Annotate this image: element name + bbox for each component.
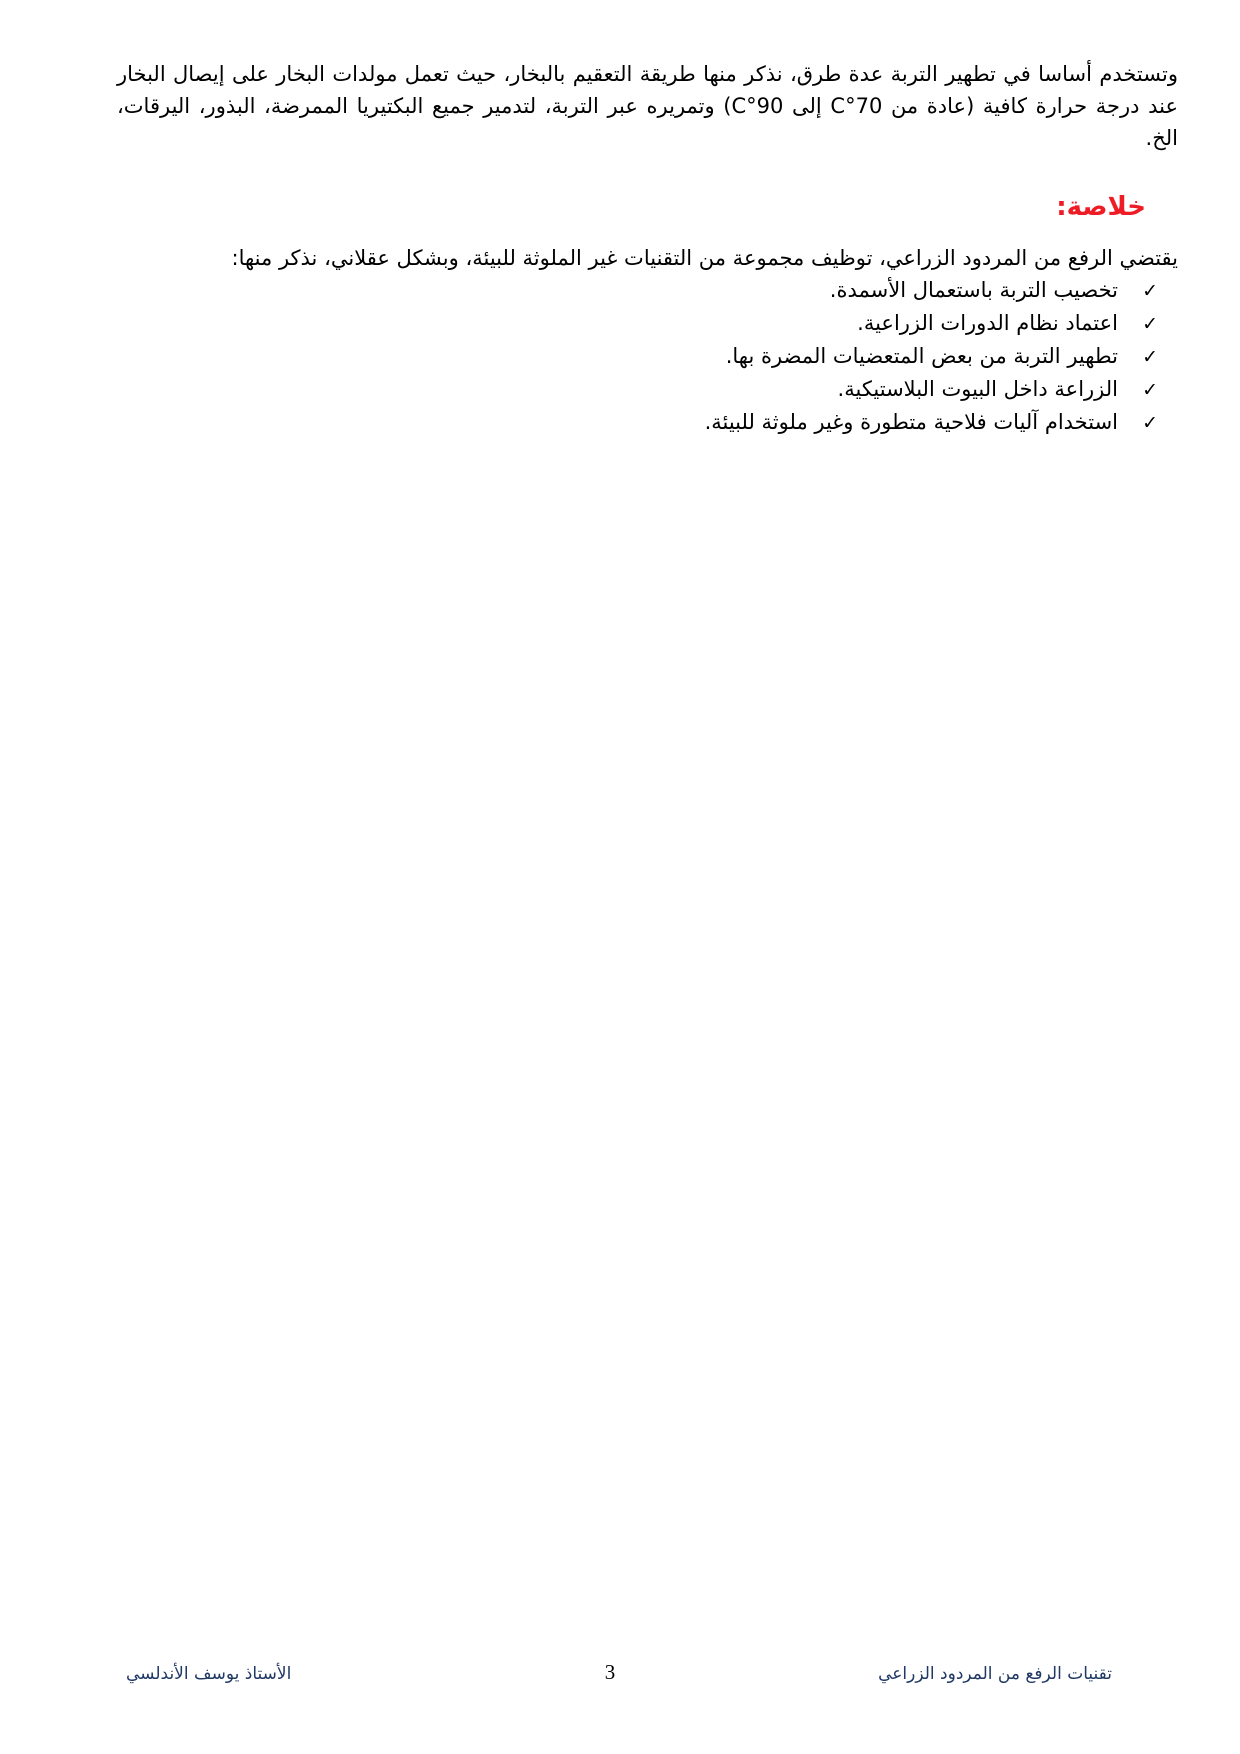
- list-item: [117, 373, 1158, 406]
- list-item-text: تطهير التربة من بعض المتعضيات المضرة بها.: [725, 344, 1118, 368]
- list-item: [117, 307, 1158, 340]
- footer-author: الأستاذ يوسف الأندلسي: [126, 1664, 292, 1684]
- footer-page-number: 3: [604, 1660, 616, 1684]
- list-item-text: اعتماد نظام الدورات الزراعية.: [857, 311, 1118, 335]
- list-item: [117, 274, 1158, 307]
- list-item: [117, 406, 1158, 439]
- page-content: [117, 58, 1178, 439]
- check-icon: ✓: [1142, 379, 1158, 401]
- check-icon: ✓: [1142, 280, 1158, 302]
- page-footer: [0, 1660, 1240, 1694]
- list-item-text: استخدام آليات فلاحية متطورة وغير ملوثة للبيئة.: [704, 410, 1118, 434]
- summary-check-list: [117, 274, 1178, 439]
- check-icon: ✓: [1142, 346, 1158, 368]
- check-icon: ✓: [1142, 412, 1158, 434]
- list-item: [117, 340, 1158, 373]
- summary-heading: خلاصة:: [1056, 192, 1146, 222]
- footer-document-title: تقنيات الرفع من المردود الزراعي: [878, 1664, 1112, 1684]
- summary-lead-paragraph: يقتضي الرفع من المردود الزراعي، توظيف مجموعة من التقنيات غير الملوثة للبيئة، وبشكل عقلاني، نذكر منها:: [231, 246, 1178, 270]
- list-item-text: الزراعة داخل البيوت البلاستيكية.: [837, 377, 1118, 401]
- check-icon: ✓: [1142, 313, 1158, 335]
- list-item-text: تخصيب التربة باستعمال الأسمدة.: [829, 278, 1118, 302]
- intro-paragraph: وتستخدم أساسا في تطهير التربة عدة طرق، نذكر منها طريقة التعقيم بالبخار، حيث تعمل مولدات البخار على إيصال البخار عند درجة حرارة كافية (عادة من 70°C إلى 90°C) وتمريره عبر التربة، لتدمير جميع البكتيريا الممرضة، البذور، اليرقات، الخ.: [117, 62, 1178, 150]
